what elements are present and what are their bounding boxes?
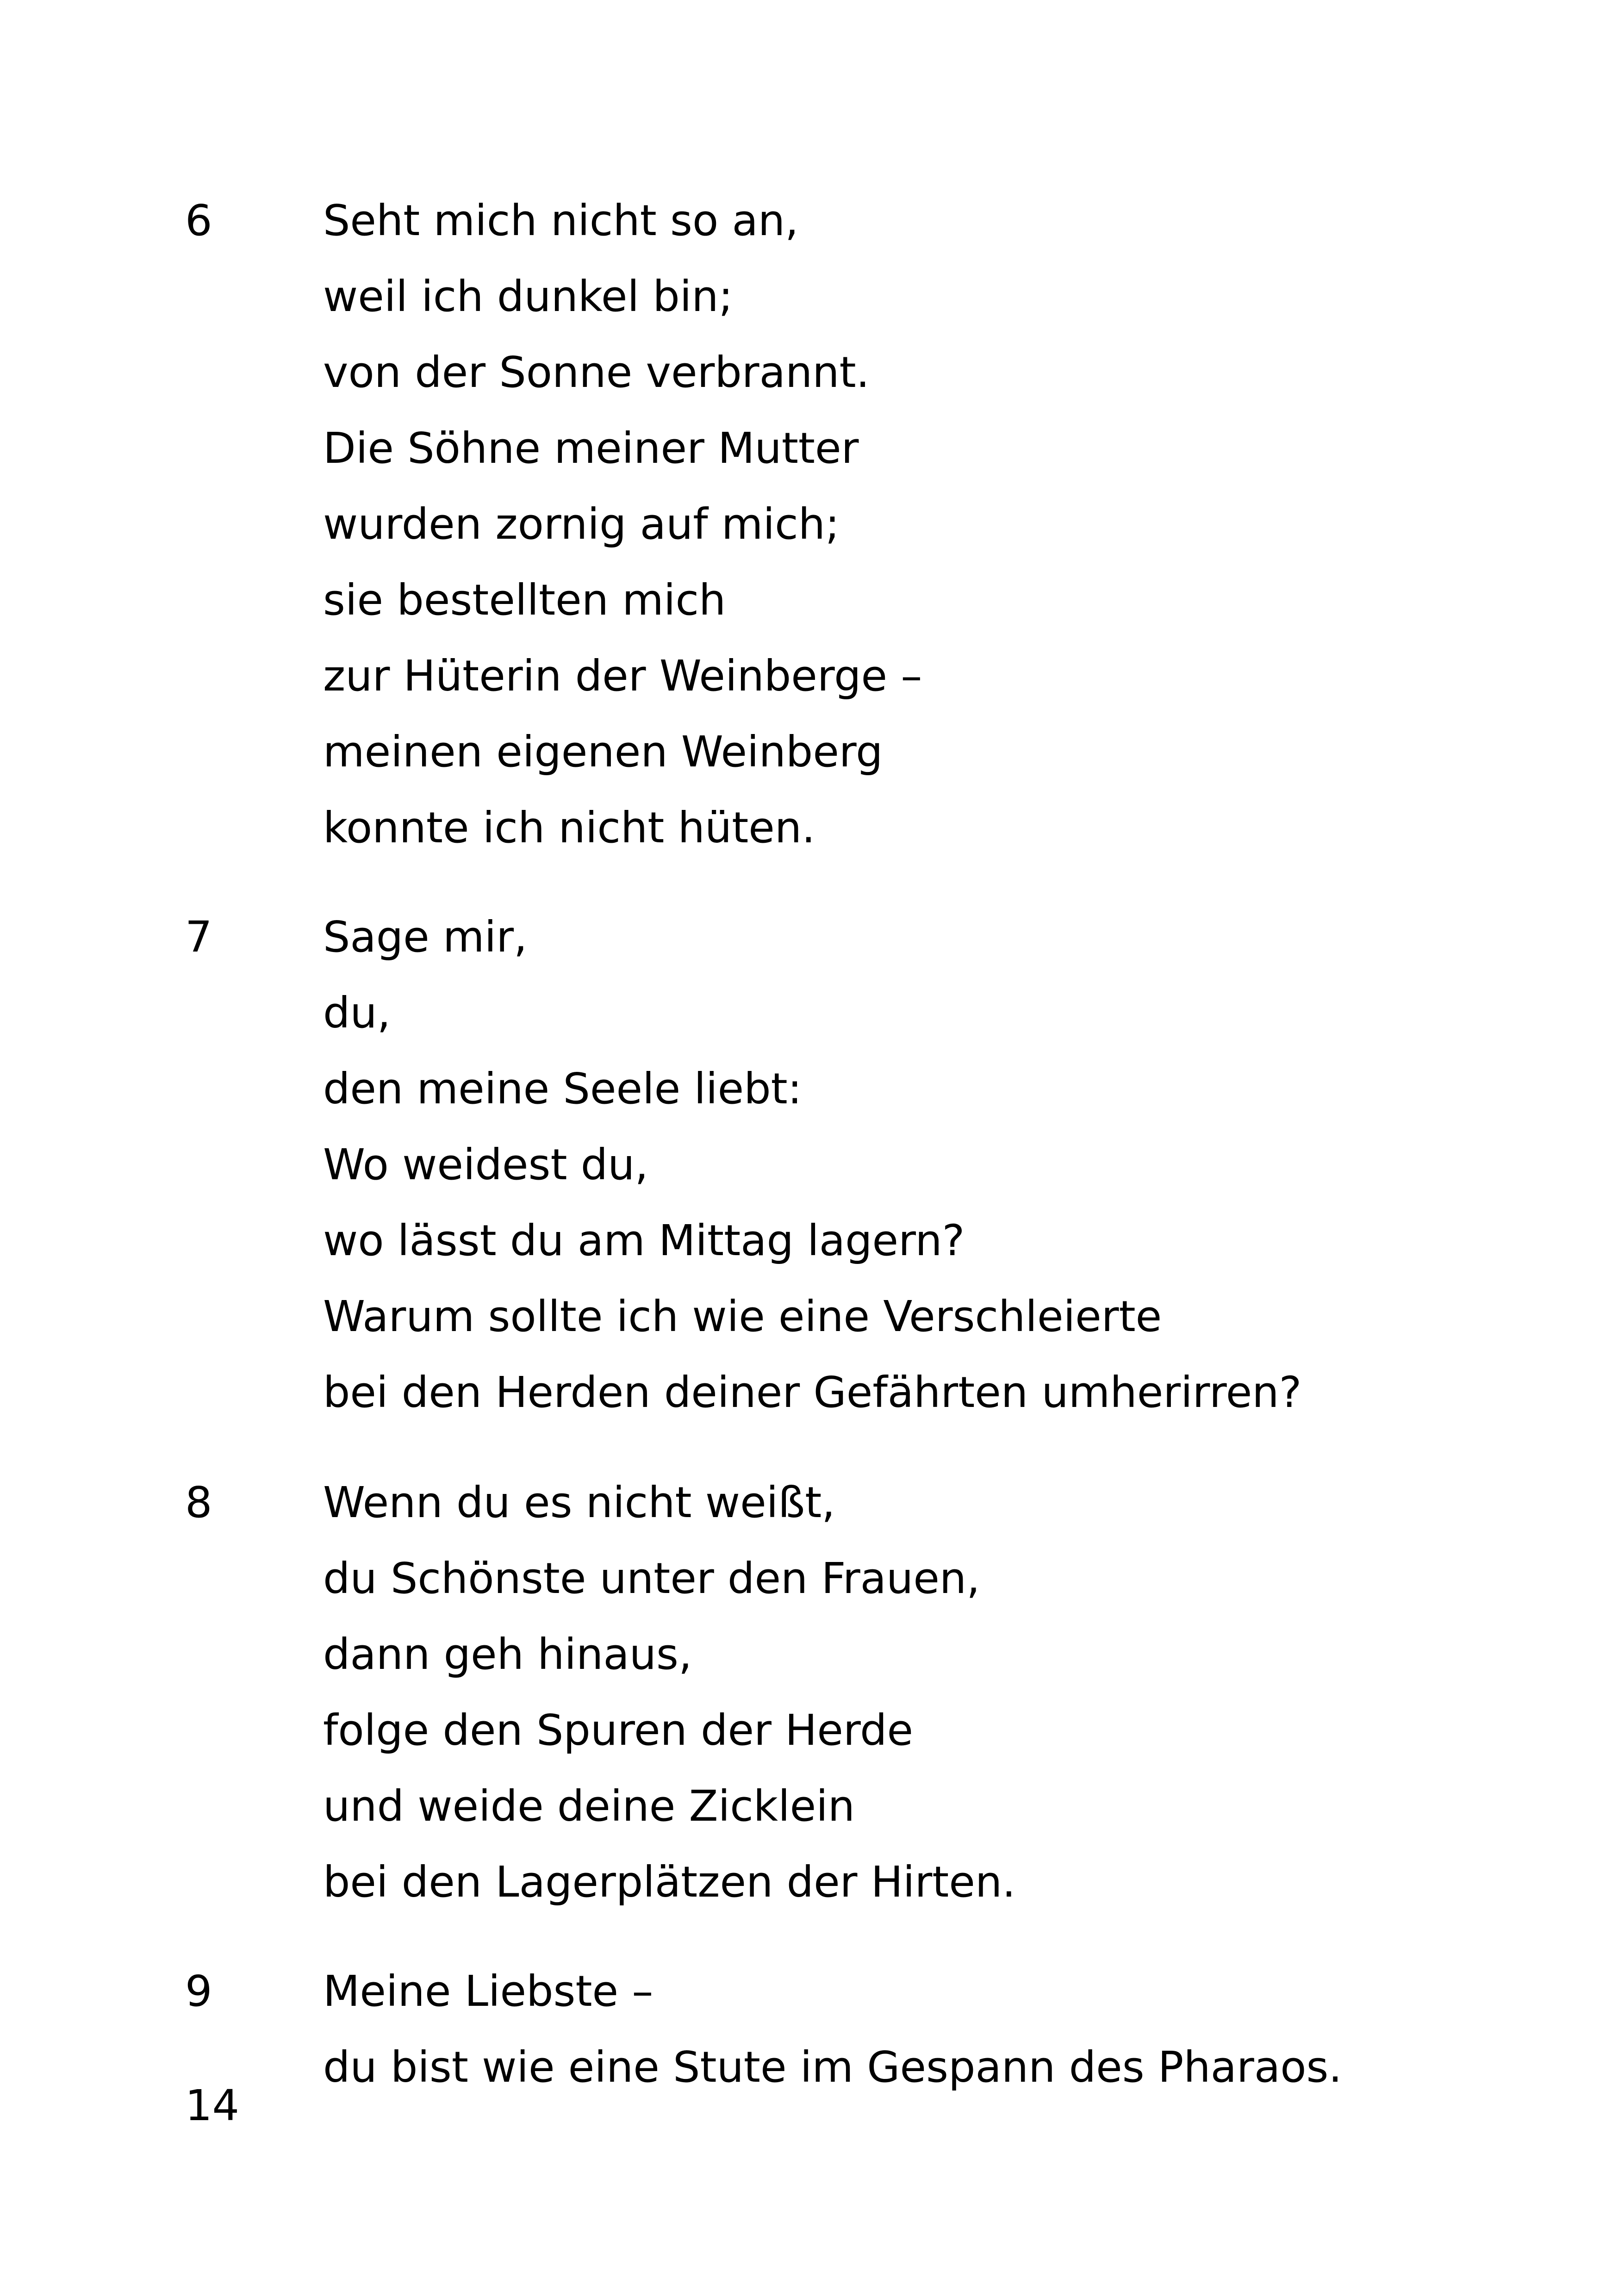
verse-line: du bist wie eine Stute im Gespann des Pharaos.	[323, 2042, 1342, 2092]
verse-lines	[323, 183, 922, 866]
verse-line: Seht mich nicht so an,	[323, 196, 799, 245]
verse-number: 7	[185, 912, 212, 962]
verse-line: weil ich dunkel bin;	[323, 272, 733, 321]
verse-line: wo lässt du am Mittag lagern?	[323, 1216, 965, 1265]
verse-number: 9	[185, 1966, 212, 2016]
verse-lines	[323, 1954, 1342, 2105]
verse-line: bei den Lagerplätzen der Hirten.	[323, 1857, 1016, 1907]
verse-line: Sage mir,	[323, 912, 528, 962]
verse-line: Warum sollte ich wie eine Verschleierte	[323, 1292, 1162, 1341]
verse-lines	[323, 1465, 1016, 1920]
verse-line: dann geh hinaus,	[323, 1630, 692, 1679]
verse-line: meinen eigenen Weinberg	[323, 727, 883, 777]
verse-line: sie bestellten mich	[323, 575, 726, 625]
verse-line: von der Sonne verbrannt.	[323, 348, 870, 397]
verse-number: 8	[185, 1478, 212, 1527]
verse-number: 6	[185, 196, 212, 245]
verse-line: du,	[323, 988, 391, 1038]
verse-line: Die Söhne meiner Mutter	[323, 423, 859, 473]
verse-lines	[323, 899, 1301, 1431]
verse-line: Wenn du es nicht weißt,	[323, 1478, 835, 1527]
verse-line: zur Hüterin der Weinberge –	[323, 651, 922, 701]
verse-line: wurden zornig auf mich;	[323, 499, 840, 549]
verse-line: Wo weidest du,	[323, 1140, 648, 1189]
verse-line: Meine Liebste –	[323, 1966, 653, 2016]
verse-line: bei den Herden deiner Gefährten umherirren?	[323, 1368, 1302, 1417]
verse-line: und weide deine Zicklein	[323, 1781, 855, 1831]
verse-line: du Schönste unter den Frauen,	[323, 1554, 980, 1603]
verse-line: folge den Spuren der Herde	[323, 1705, 914, 1755]
page-number: 14	[185, 2081, 240, 2130]
verse-line: konnte ich nicht hüten.	[323, 803, 815, 852]
verse-line: den meine Seele liebt:	[323, 1064, 802, 1114]
